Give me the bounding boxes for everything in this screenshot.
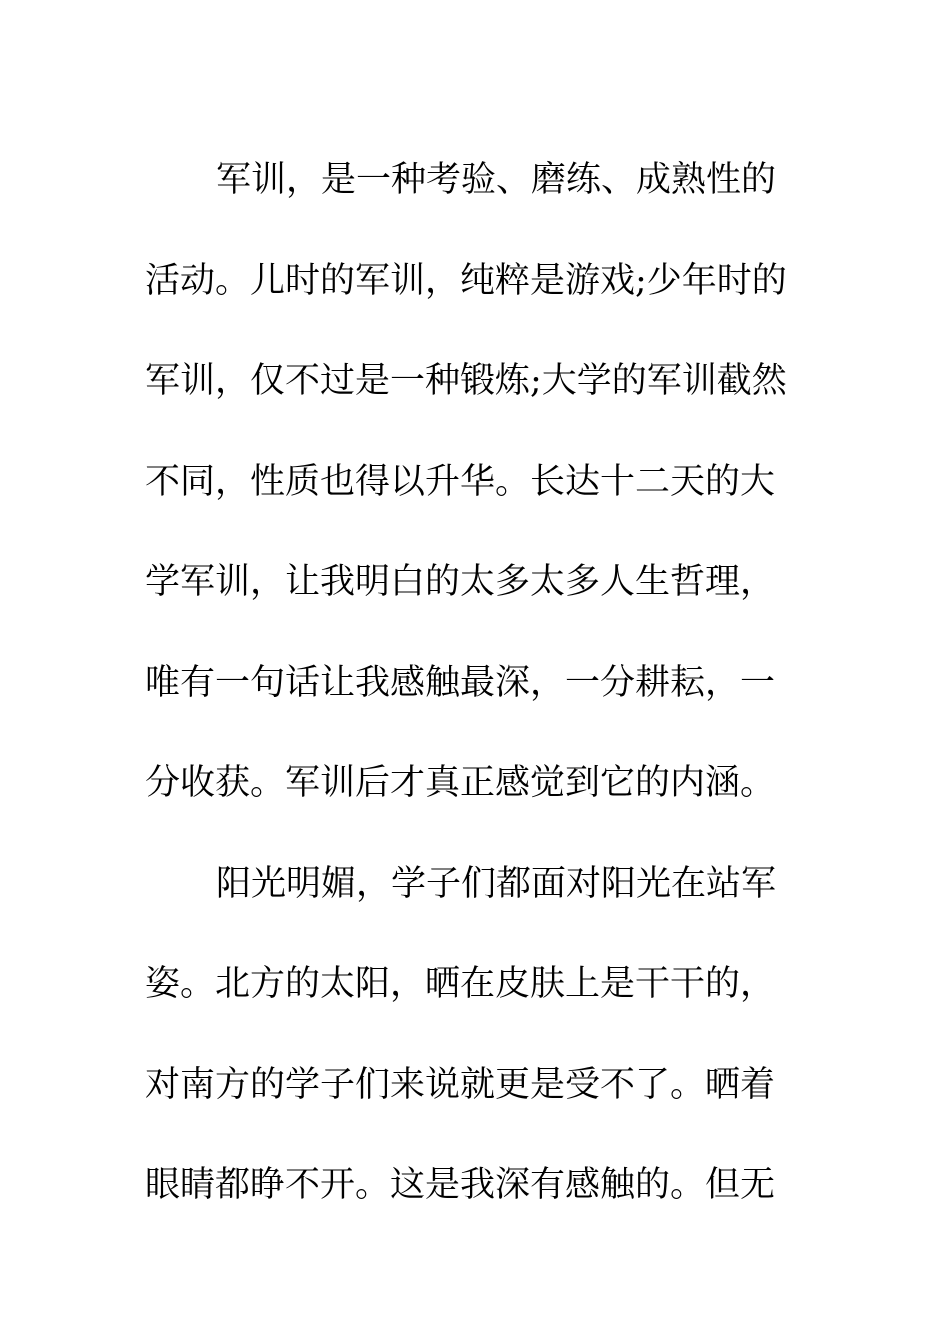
text-line: 阳光明媚，学子们都面对阳光在站军 xyxy=(216,863,777,904)
essay-body xyxy=(145,130,795,1236)
text-line: 军训，是一种考验、磨练、成熟性的 xyxy=(216,160,777,200)
text-line: 学军训，让我明白的太多太多人生哲理， xyxy=(145,562,776,602)
text-line: 唯有一句话让我感触最深，一分耕耘，一 xyxy=(145,662,776,703)
text-line: 对南方的学子们来说就更是受不了。晒着 xyxy=(145,1064,776,1105)
text-line: 眼睛都睁不开。这是我深有感触的。但无 xyxy=(145,1165,776,1205)
text-line: 姿。北方的太阳，晒在皮肤上是干干的， xyxy=(145,964,776,1004)
text-line: 不同，性质也得以升华。长达十二天的大 xyxy=(145,461,776,502)
text-line: 军训，仅不过是一种锻炼;大学的军训截然 xyxy=(145,361,787,401)
text-line: 活动。儿时的军训，纯粹是游戏;少年时的 xyxy=(145,260,787,301)
text-line: 分收获。军训后才真正感觉到它的内涵。 xyxy=(145,763,776,803)
